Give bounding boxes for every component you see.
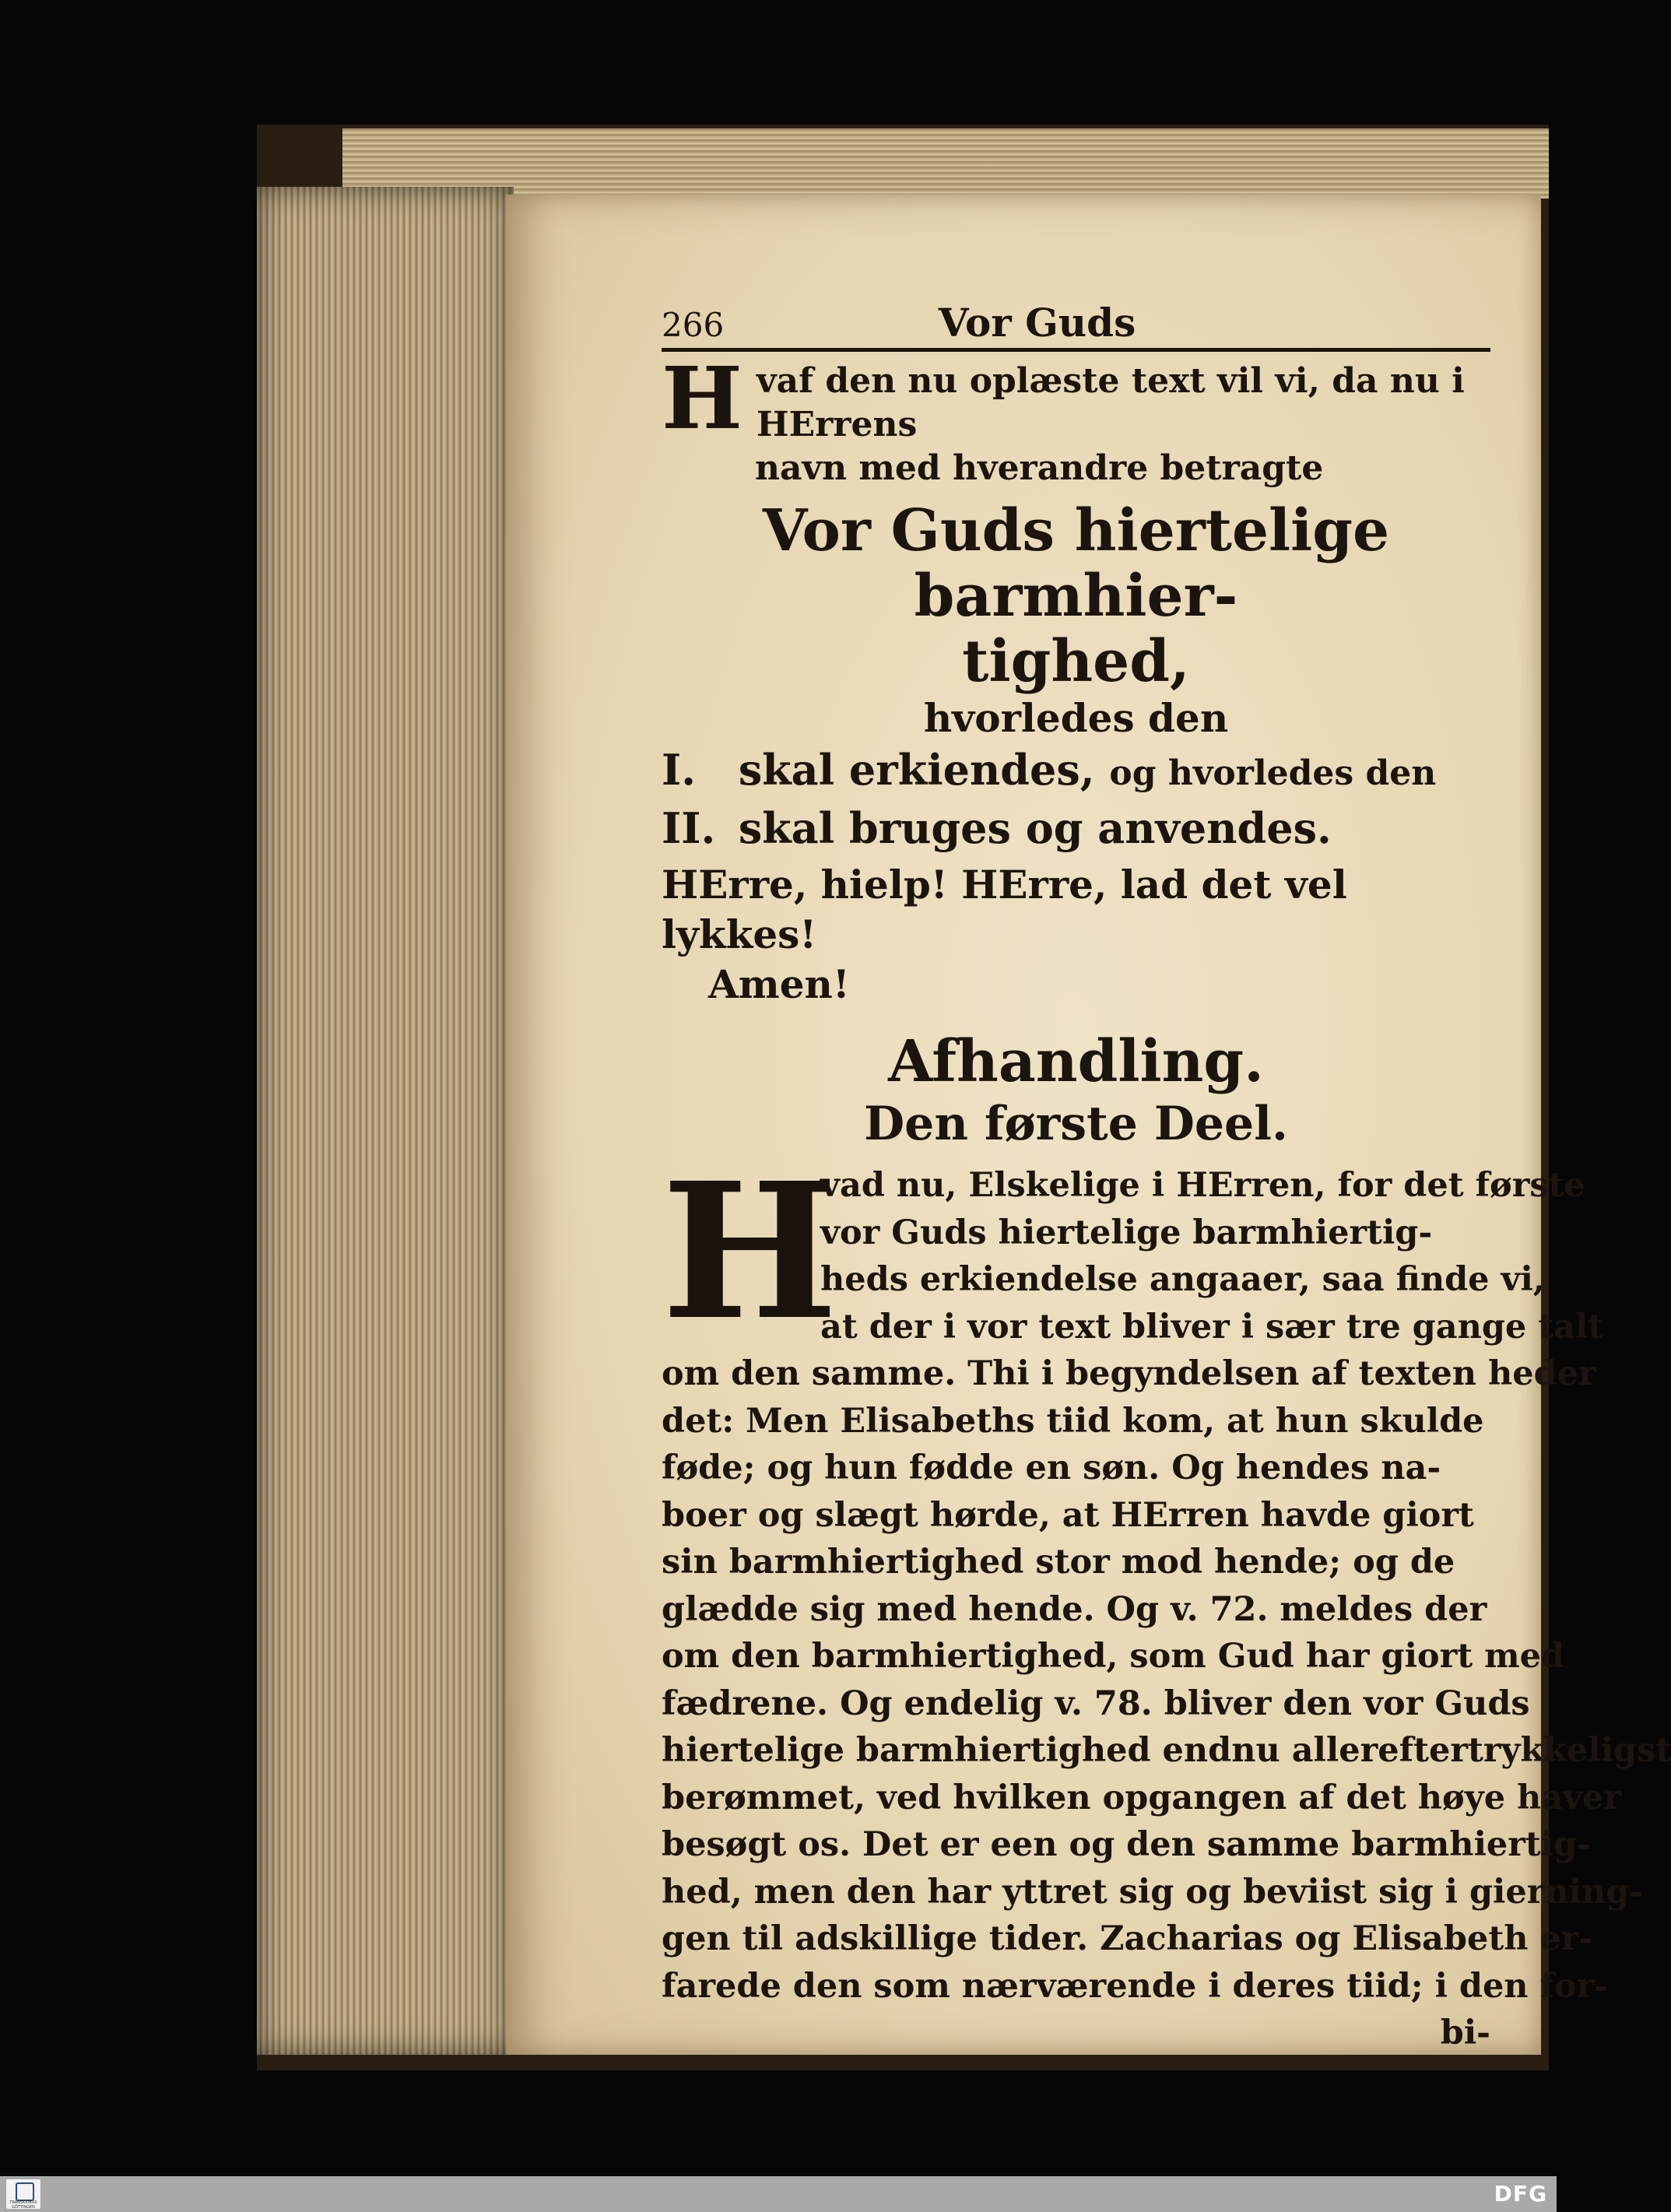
page-header [662, 300, 1490, 352]
library-logo-text: TRANSKRIBUS GÖTTINGEN [9, 2200, 37, 2210]
viewer-footer [0, 2176, 1557, 2212]
body-line: hed, men den har yttret sig og beviist sig i gierning- [662, 1872, 1644, 1912]
intro-line-1: vaf den nu oplæste text vil vi, da nu i HErrens [757, 361, 1465, 444]
body-line: farede den som nærværende i deres tiid; i den for- [662, 1966, 1609, 2006]
page-top-edge [342, 128, 1549, 198]
body-line: berømmet, ved hvilken opgangen af det høye haver [662, 1778, 1622, 1817]
section-title: Afhandling. [888, 1028, 1264, 1095]
title-line-1: Vor Guds hiertelige barmhier- [762, 497, 1390, 630]
drop-cap-letter: H [662, 1142, 838, 1361]
library-logo [6, 2179, 40, 2209]
dfg-logo: DFG [1494, 2181, 1547, 2207]
catchword: bi- [1440, 2014, 1490, 2052]
section-subtitle: Den første Deel. [864, 1097, 1288, 1151]
point-2-numeral: II. [662, 803, 716, 853]
page-text [662, 300, 1671, 2057]
point-2-text: skal bruges og anvendes. [738, 803, 1332, 853]
body-line: fædrene. Og endelig v. 78. bliver den vor Guds [662, 1684, 1530, 1723]
body-line: vad nu, Elskelige i HErren, for det første [820, 1166, 1585, 1205]
sermon-title [662, 498, 1490, 694]
body-line: gen til adskillige tider. Zacharias og Elisabeth er- [662, 1919, 1593, 1958]
body-line: om den barmhiertighed, som Gud har giort med [662, 1637, 1565, 1676]
library-logo-icon [16, 2182, 34, 2201]
intro-drop-letter: H [662, 348, 742, 448]
body-line: det: Men Elisabeths tiid kom, at hun skulde [662, 1401, 1484, 1441]
page-number: 266 [662, 306, 725, 344]
point-1-text: skal erkiendes, [738, 745, 1095, 795]
title-line-2: tighed, [962, 628, 1190, 695]
intro-line-2: navn med hverandre betragte [755, 448, 1324, 488]
prayer-line-1: HErre, hielp! HErre, lad det vel lykkes! [662, 862, 1347, 957]
point-1 [662, 743, 1490, 801]
intro-paragraph [662, 348, 1490, 490]
prayer [662, 860, 1490, 1009]
running-head: Vor Guds [938, 300, 1136, 346]
body-line: om den samme. Thi i begyndelsen af texten heder [662, 1354, 1596, 1393]
page-stack-edge [257, 187, 514, 2055]
body-text [662, 1142, 1671, 2057]
body-line: boer og slægt hørde, at HErren havde giort [662, 1495, 1474, 1535]
point-2 [662, 801, 1490, 855]
point-1-numeral: I. [662, 745, 697, 795]
body-line: føde; og hun fødde en søn. Og hendes na- [662, 1448, 1441, 1487]
body-line: sin barmhiertighed stor mod hende; og de [662, 1543, 1455, 1582]
body-line: besøgt os. Det er een og den samme barmhiertig- [662, 1825, 1592, 1864]
body-line: heds erkiendelse angaaer, saa finde vi, [820, 1260, 1545, 1299]
point-1-small: og hvorledes den [1109, 753, 1437, 793]
body-line: hiertelige barmhiertighed endnu allereftertrykkeligst [662, 1731, 1671, 1770]
body-line: at der i vor text bliver i sær tre gange talt [820, 1307, 1604, 1347]
body-line: glædde sig med hende. Og v. 72. meldes der [662, 1589, 1487, 1629]
prayer-line-2: Amen! [708, 961, 850, 1007]
title-subline: hvorledes den [923, 695, 1229, 741]
body-line: vor Guds hiertelige barmhiertig- [820, 1213, 1433, 1252]
